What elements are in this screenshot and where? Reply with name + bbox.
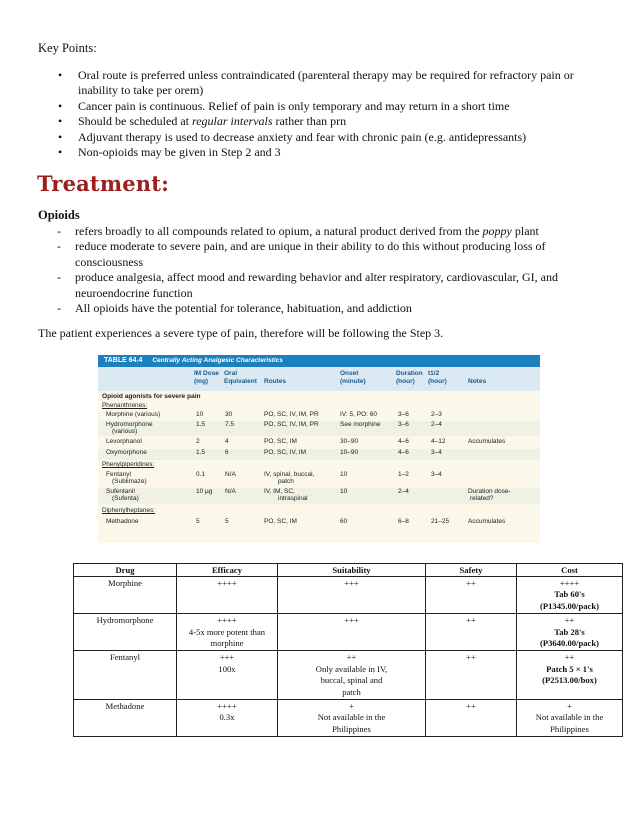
cell-line: +: [567, 701, 572, 712]
column-header: Duration (hour): [396, 370, 423, 385]
table-row: [74, 700, 623, 737]
textbook-table: [98, 355, 540, 543]
cell: 10: [340, 471, 348, 478]
cell: 2–4: [431, 421, 442, 428]
suitability-cell: [278, 700, 426, 737]
cell-line: morphine: [210, 638, 244, 649]
cell-line: Patch 5 × 1's: [546, 663, 593, 674]
cell: 10–90: [340, 449, 359, 456]
treatment-title: Treatment:: [37, 171, 170, 196]
cell: 7.5: [225, 421, 235, 428]
opioid-text: refers broadly to all compounds related to opium, a natural product derived from the: [75, 224, 483, 238]
opioids-list: [57, 224, 605, 316]
key-point-text: Should be scheduled at: [78, 114, 192, 129]
cell-line: 4-5x more potent than: [188, 626, 266, 637]
textbook-row: [98, 518, 540, 529]
cell: 4–12: [431, 438, 446, 445]
cell-line: ++: [564, 615, 575, 626]
cell-line: Tab 60's: [554, 589, 585, 600]
cell: 3–6: [398, 411, 409, 418]
cell: PO, SC, IM: [264, 438, 297, 445]
key-point-emphasis: regular intervals: [191, 114, 273, 129]
cell: Hydromorphone: [106, 421, 153, 428]
cell-line: Philippines: [332, 723, 371, 734]
key-point-item: • Adjuvant therapy is used to decrease anxiety and fear with chronic pain (e.g. antidepressants): [58, 130, 606, 145]
drug-cell: Methadone: [74, 700, 177, 737]
cell: (Sublimaze): [112, 478, 147, 485]
table-row: [74, 577, 623, 614]
cell: 2–4: [398, 488, 409, 495]
column-header: IM Dose (mg): [194, 370, 219, 385]
opioid-emphasis: poppy: [482, 224, 512, 238]
cell: Accumulates: [468, 438, 506, 445]
cell-line: (P1345.00/pack): [540, 600, 599, 611]
cost-cell: [517, 651, 623, 700]
cell: PO, SC, IV, IM, PR: [264, 411, 319, 418]
table-title: Centrally Acting Analgesic Characteristics: [152, 357, 283, 364]
cell: related?: [470, 495, 494, 502]
textbook-table-header: [98, 355, 540, 367]
cell: IV, IM, SC,: [264, 488, 295, 495]
cell: PO, SC, IV, IM, PR: [264, 421, 319, 428]
cell-line: ++++: [217, 701, 237, 712]
cell: N/A: [225, 471, 236, 478]
column-header: Oral Equivalent: [224, 370, 257, 385]
table-row: [74, 651, 623, 700]
cell: N/A: [225, 488, 236, 495]
cell: 1–2: [398, 471, 409, 478]
cell: 1.5: [196, 421, 206, 428]
cell: Levorphanol: [106, 438, 142, 445]
safety-cell: ++: [426, 614, 517, 651]
patient-statement: The patient experiences a severe type of pain, therefore will be following the Step 3.: [38, 326, 444, 340]
cell: Oxymorphone: [106, 449, 147, 456]
textbook-row: [98, 471, 540, 486]
cell-line: Only available in IV,: [315, 663, 388, 674]
cell: (Sufenta): [112, 495, 139, 502]
cell-line: patch: [342, 686, 361, 697]
cost-cell: [517, 577, 623, 614]
cell-line: +++: [344, 615, 359, 626]
efficacy-cell: [177, 700, 278, 737]
key-points-heading: Key Points:: [38, 41, 97, 55]
table-section-heading: Opioid agonists for severe pain: [102, 393, 201, 400]
cell: 10: [340, 488, 348, 495]
opioid-item: - All opioids have the potential for tolerance, habituation, and addiction: [57, 301, 605, 316]
table-label: TABLE 64.4: [104, 357, 143, 364]
cell: 30–90: [340, 438, 359, 445]
opioid-text: plant: [511, 224, 539, 238]
cell: 10: [196, 411, 204, 418]
cell-line: ++: [346, 652, 357, 663]
cell: 3–6: [398, 421, 409, 428]
cell: 0.1: [196, 471, 206, 478]
textbook-row: [98, 449, 540, 460]
key-point-item: • Cancer pain is continuous. Relief of pain is only temporary and may return in a short time: [58, 99, 606, 114]
cell: 10 µg: [196, 488, 213, 495]
cell: 2–3: [431, 411, 442, 418]
column-header: Cost: [517, 564, 623, 577]
comparison-table: [73, 563, 623, 737]
suitability-cell: [278, 614, 426, 651]
cell-line: Philippines: [550, 723, 589, 734]
cell-line: ++++: [559, 578, 580, 588]
efficacy-cell: [177, 651, 278, 700]
safety-cell: ++: [426, 651, 517, 700]
cell: 1.5: [196, 449, 206, 456]
opioid-item: [57, 224, 605, 239]
suitability-cell: [278, 651, 426, 700]
table-group-heading: Phenanthrenes:: [102, 402, 148, 409]
cell: IV, spinal, buccal,: [264, 471, 315, 478]
textbook-row: [98, 421, 540, 436]
key-points-list: [58, 68, 606, 160]
cell: 5: [196, 518, 200, 525]
safety-cell: ++: [426, 700, 517, 737]
cell: Fentanyl: [106, 471, 131, 478]
textbook-row: [98, 438, 540, 449]
cell: See morphine: [340, 421, 381, 428]
key-point-text: rather than prn: [272, 114, 347, 129]
column-header: t1/2 (hour): [428, 370, 447, 385]
cell: Methadone: [106, 518, 139, 525]
cell: PO, SC, IV, IM: [264, 449, 307, 456]
cell: 21–25: [431, 518, 450, 525]
key-point-item: • Non-opioids may be given in Step 2 and 3: [58, 145, 606, 160]
cell: 3–4: [431, 471, 442, 478]
cell: patch: [278, 478, 294, 485]
cell-line: (P2513.00/box): [542, 675, 597, 686]
table-group-heading: Phenylpiperidines:: [102, 461, 155, 468]
efficacy-cell: [177, 577, 278, 614]
suitability-cell: [278, 577, 426, 614]
cell-line: buccal, spinal and: [320, 675, 383, 686]
column-header: Routes: [264, 378, 287, 385]
cell-line: +++: [344, 578, 359, 588]
cell: PO, SC, IM: [264, 518, 297, 525]
cell-line: Not available in the: [535, 712, 604, 723]
cost-cell: [517, 614, 623, 651]
column-header: Suitability: [278, 564, 426, 577]
opioids-heading: Opioids: [38, 208, 80, 222]
cell: 60: [340, 518, 348, 525]
cell-line: (P3640.00/pack): [540, 638, 599, 649]
column-header: Onset (minute): [340, 370, 366, 385]
opioid-item: - produce analgesia, affect mood and rewarding behavior and alter respiratory, cardiovascular, GI, and neuroendocrine function: [57, 270, 605, 301]
safety-cell: ++: [426, 577, 517, 614]
cell-line: ++++: [217, 615, 237, 626]
drug-cell: Morphine: [74, 577, 177, 614]
table-group-heading: Diphenylheptanes:: [102, 507, 155, 514]
cell-line: Tab 28's: [554, 626, 585, 637]
cell: Sufentanil: [106, 488, 135, 495]
cell: 6–8: [398, 518, 409, 525]
cell-line: Not available in the: [317, 712, 386, 723]
column-header: Safety: [426, 564, 517, 577]
cost-cell: [517, 700, 623, 737]
cell: 4–6: [398, 438, 409, 445]
cell: 4: [225, 438, 229, 445]
cell-line: +: [349, 701, 354, 712]
key-point-item: • Oral route is preferred unless contraindicated (parenteral therapy may be required for refractory pain or inability to take per orem): [58, 68, 606, 99]
cell: 3–4: [431, 449, 442, 456]
cell-line: +++: [219, 652, 235, 663]
opioid-item: - reduce moderate to severe pain, and are unique in their ability to do this without producing loss of consciousness: [57, 239, 605, 270]
textbook-table-columns: [98, 367, 540, 391]
column-header: Drug: [74, 564, 177, 577]
cell-line: ++: [564, 652, 575, 663]
textbook-row: [98, 488, 540, 504]
key-point-item: [58, 114, 606, 129]
drug-cell: Fentanyl: [74, 651, 177, 700]
cell: Accumulates: [468, 518, 506, 525]
cell-line: 0.3x: [219, 712, 235, 723]
cell: 5: [225, 518, 229, 525]
cell: Duration dose-: [468, 488, 511, 495]
cell: intraspinal: [278, 495, 308, 502]
efficacy-cell: [177, 614, 278, 651]
column-header: Notes: [468, 378, 487, 385]
table-row: [74, 614, 623, 651]
cell: Morphine (various): [106, 411, 161, 418]
comparison-header-row: [74, 564, 623, 577]
cell-line: ++++: [217, 578, 237, 588]
drug-cell: Hydromorphone: [74, 614, 177, 651]
cell-line: 100x: [218, 663, 236, 674]
cell: 6: [225, 449, 229, 456]
cell: 4–6: [398, 449, 409, 456]
cell: 2: [196, 438, 200, 445]
cell: (various): [112, 428, 138, 435]
column-header: Efficacy: [177, 564, 278, 577]
cell: IV: 5, PO: 60: [340, 411, 377, 418]
cell: 30: [225, 411, 233, 418]
